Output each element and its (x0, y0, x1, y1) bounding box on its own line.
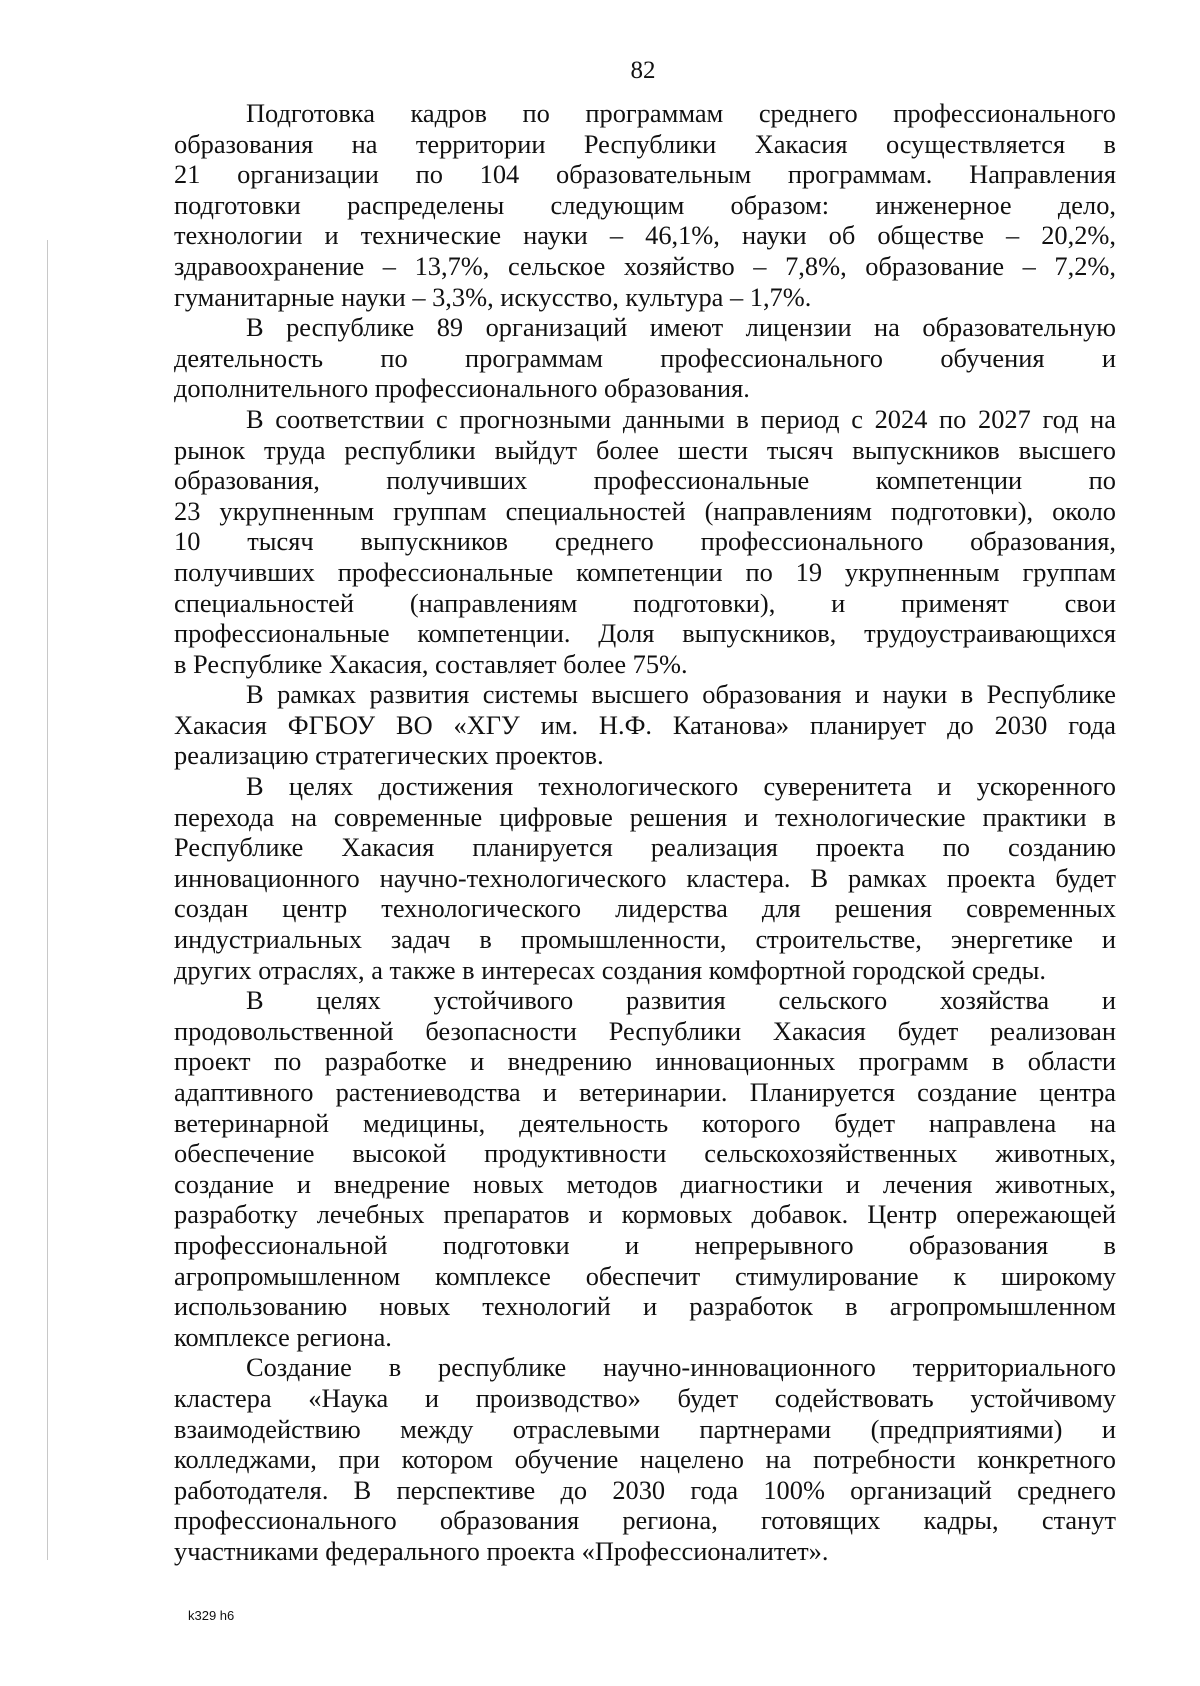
paragraph-line: В целях достижения технологического суверенитета и ускоренного (246, 771, 1116, 802)
paragraph-line: получивших профессиональные компетенции по 19 укрупненным группам (174, 556, 1116, 587)
paragraph-line: гуманитарные науки – 3,3%, искусство, культура – 1,7%. (174, 281, 812, 312)
paragraph-line: технологии и технические науки – 46,1%, науки об обществе – 20,2%, (174, 220, 1116, 251)
paragraph-line: продовольственной безопасности Республики Хакасия будет реализован (174, 1015, 1116, 1046)
paragraph (174, 1352, 1116, 1566)
paragraph-line: колледжами, при котором обучение нацелено на потребности конкретного (174, 1444, 1116, 1475)
paragraph-line: Создание в республике научно-инновационного территориального (246, 1352, 1116, 1383)
paragraph-line: создание и внедрение новых методов диагностики и лечения животных, (174, 1168, 1116, 1199)
paragraph (174, 985, 1116, 1352)
paragraph-line: специальностей (направлениям подготовки), и применят свои (174, 587, 1116, 618)
paragraph (174, 679, 1116, 771)
paragraph-line: Республике Хакасия планируется реализация проекта по созданию (174, 832, 1116, 863)
paragraph-line: В соответствии с прогнозными данными в период с 2024 по 2027 год на (246, 403, 1116, 434)
paragraph (174, 312, 1116, 404)
footer-code: k329 h6 (188, 1608, 235, 1623)
paragraph-line: других отраслях, а также в интересах создания комфортной городской среды. (174, 954, 1046, 985)
paragraph-line: перехода на современные цифровые решения и технологические практики в (174, 801, 1116, 832)
paragraph-line: В республике 89 организаций имеют лицензии на образовательную (246, 312, 1116, 343)
paragraph-line: реализацию стратегических проектов. (174, 740, 604, 771)
paragraph-line: профессиональной подготовки и непрерывного образования в (174, 1229, 1116, 1260)
paragraph-line: участниками федерального проекта «Профессионалитет». (174, 1535, 829, 1566)
paragraph-line: образования, получивших профессиональные компетенции по (174, 465, 1116, 496)
paragraph-line: образования на территории Республики Хакасия осуществляется в (174, 128, 1116, 159)
paragraph (174, 98, 1116, 312)
paragraph-line: индустриальных задач в промышленности, строительстве, энергетике и (174, 924, 1116, 955)
scan-edge-line (47, 240, 48, 1560)
paragraph-line: Хакасия ФГБОУ ВО «ХГУ им. Н.Ф. Катанова» планирует до 2030 года (174, 709, 1116, 740)
paragraph-line: Подготовка кадров по программам среднего профессионального (246, 98, 1116, 128)
paragraph-line: профессиональные компетенции. Доля выпускников, трудоустраивающихся (174, 618, 1116, 649)
paragraph-line: дополнительного профессионального образования. (174, 373, 750, 404)
paragraph-line: В целях устойчивого развития сельского хозяйства и (246, 985, 1116, 1016)
paragraph-line: В рамках развития системы высшего образования и науки в Республике (246, 679, 1116, 710)
paragraph-line: 23 укрупненным группам специальностей (направлениям подготовки), около (174, 495, 1116, 526)
paragraph-line: комплексе региона. (174, 1321, 392, 1352)
paragraph-line: работодателя. В перспективе до 2030 года 100% организаций среднего (174, 1474, 1116, 1505)
paragraph-line: обеспечение высокой продуктивности сельскохозяйственных животных, (174, 1138, 1116, 1169)
paragraph-line: проект по разработке и внедрению инновационных программ в области (174, 1046, 1116, 1077)
paragraph (174, 771, 1116, 985)
paragraph-line: подготовки распределены следующим образом: инженерное дело, (174, 189, 1116, 220)
paragraph (174, 404, 1116, 679)
paragraph-line: адаптивного растениеводства и ветеринарии. Планируется создание центра (174, 1077, 1116, 1107)
paragraph-line: инновационного научно-технологического кластера. В рамках проекта будет (174, 862, 1116, 893)
page-number: 82 (630, 57, 656, 84)
paragraph-line: 21 организации по 104 образовательным программам. Направления (174, 159, 1116, 190)
document-body (174, 98, 1116, 1567)
paragraph-line: здравоохранение – 13,7%, сельское хозяйство – 7,8%, образование – 7,2%, (174, 250, 1116, 281)
paragraph-line: деятельность по программам профессионального обучения и (174, 342, 1116, 373)
paragraph-line: разработку лечебных препаратов и кормовых добавок. Центр опережающей (174, 1199, 1116, 1230)
paragraph-line: 10 тысяч выпускников среднего профессионального образования, (174, 526, 1116, 557)
paragraph-line: создан центр технологического лидерства для решения современных (174, 893, 1116, 924)
paragraph-line: рынок труда республики выйдут более шести тысяч выпускников высшего (174, 434, 1116, 465)
paragraph-line: агропромышленном комплексе обеспечит стимулирование к широкому (174, 1260, 1116, 1291)
paragraph-line: кластера «Наука и производство» будет содействовать устойчивому (174, 1382, 1116, 1413)
paragraph-line: в Республике Хакасия, составляет более 75%. (174, 648, 688, 679)
paragraph-line: профессионального образования региона, готовящих кадры, станут (174, 1505, 1116, 1536)
paragraph-line: использованию новых технологий и разработок в агропромышленном (174, 1291, 1116, 1322)
paragraph-line: ветеринарной медицины, деятельность которого будет направлена на (174, 1107, 1116, 1138)
paragraph-line: взаимодействию между отраслевыми партнерами (предприятиями) и (174, 1413, 1116, 1444)
